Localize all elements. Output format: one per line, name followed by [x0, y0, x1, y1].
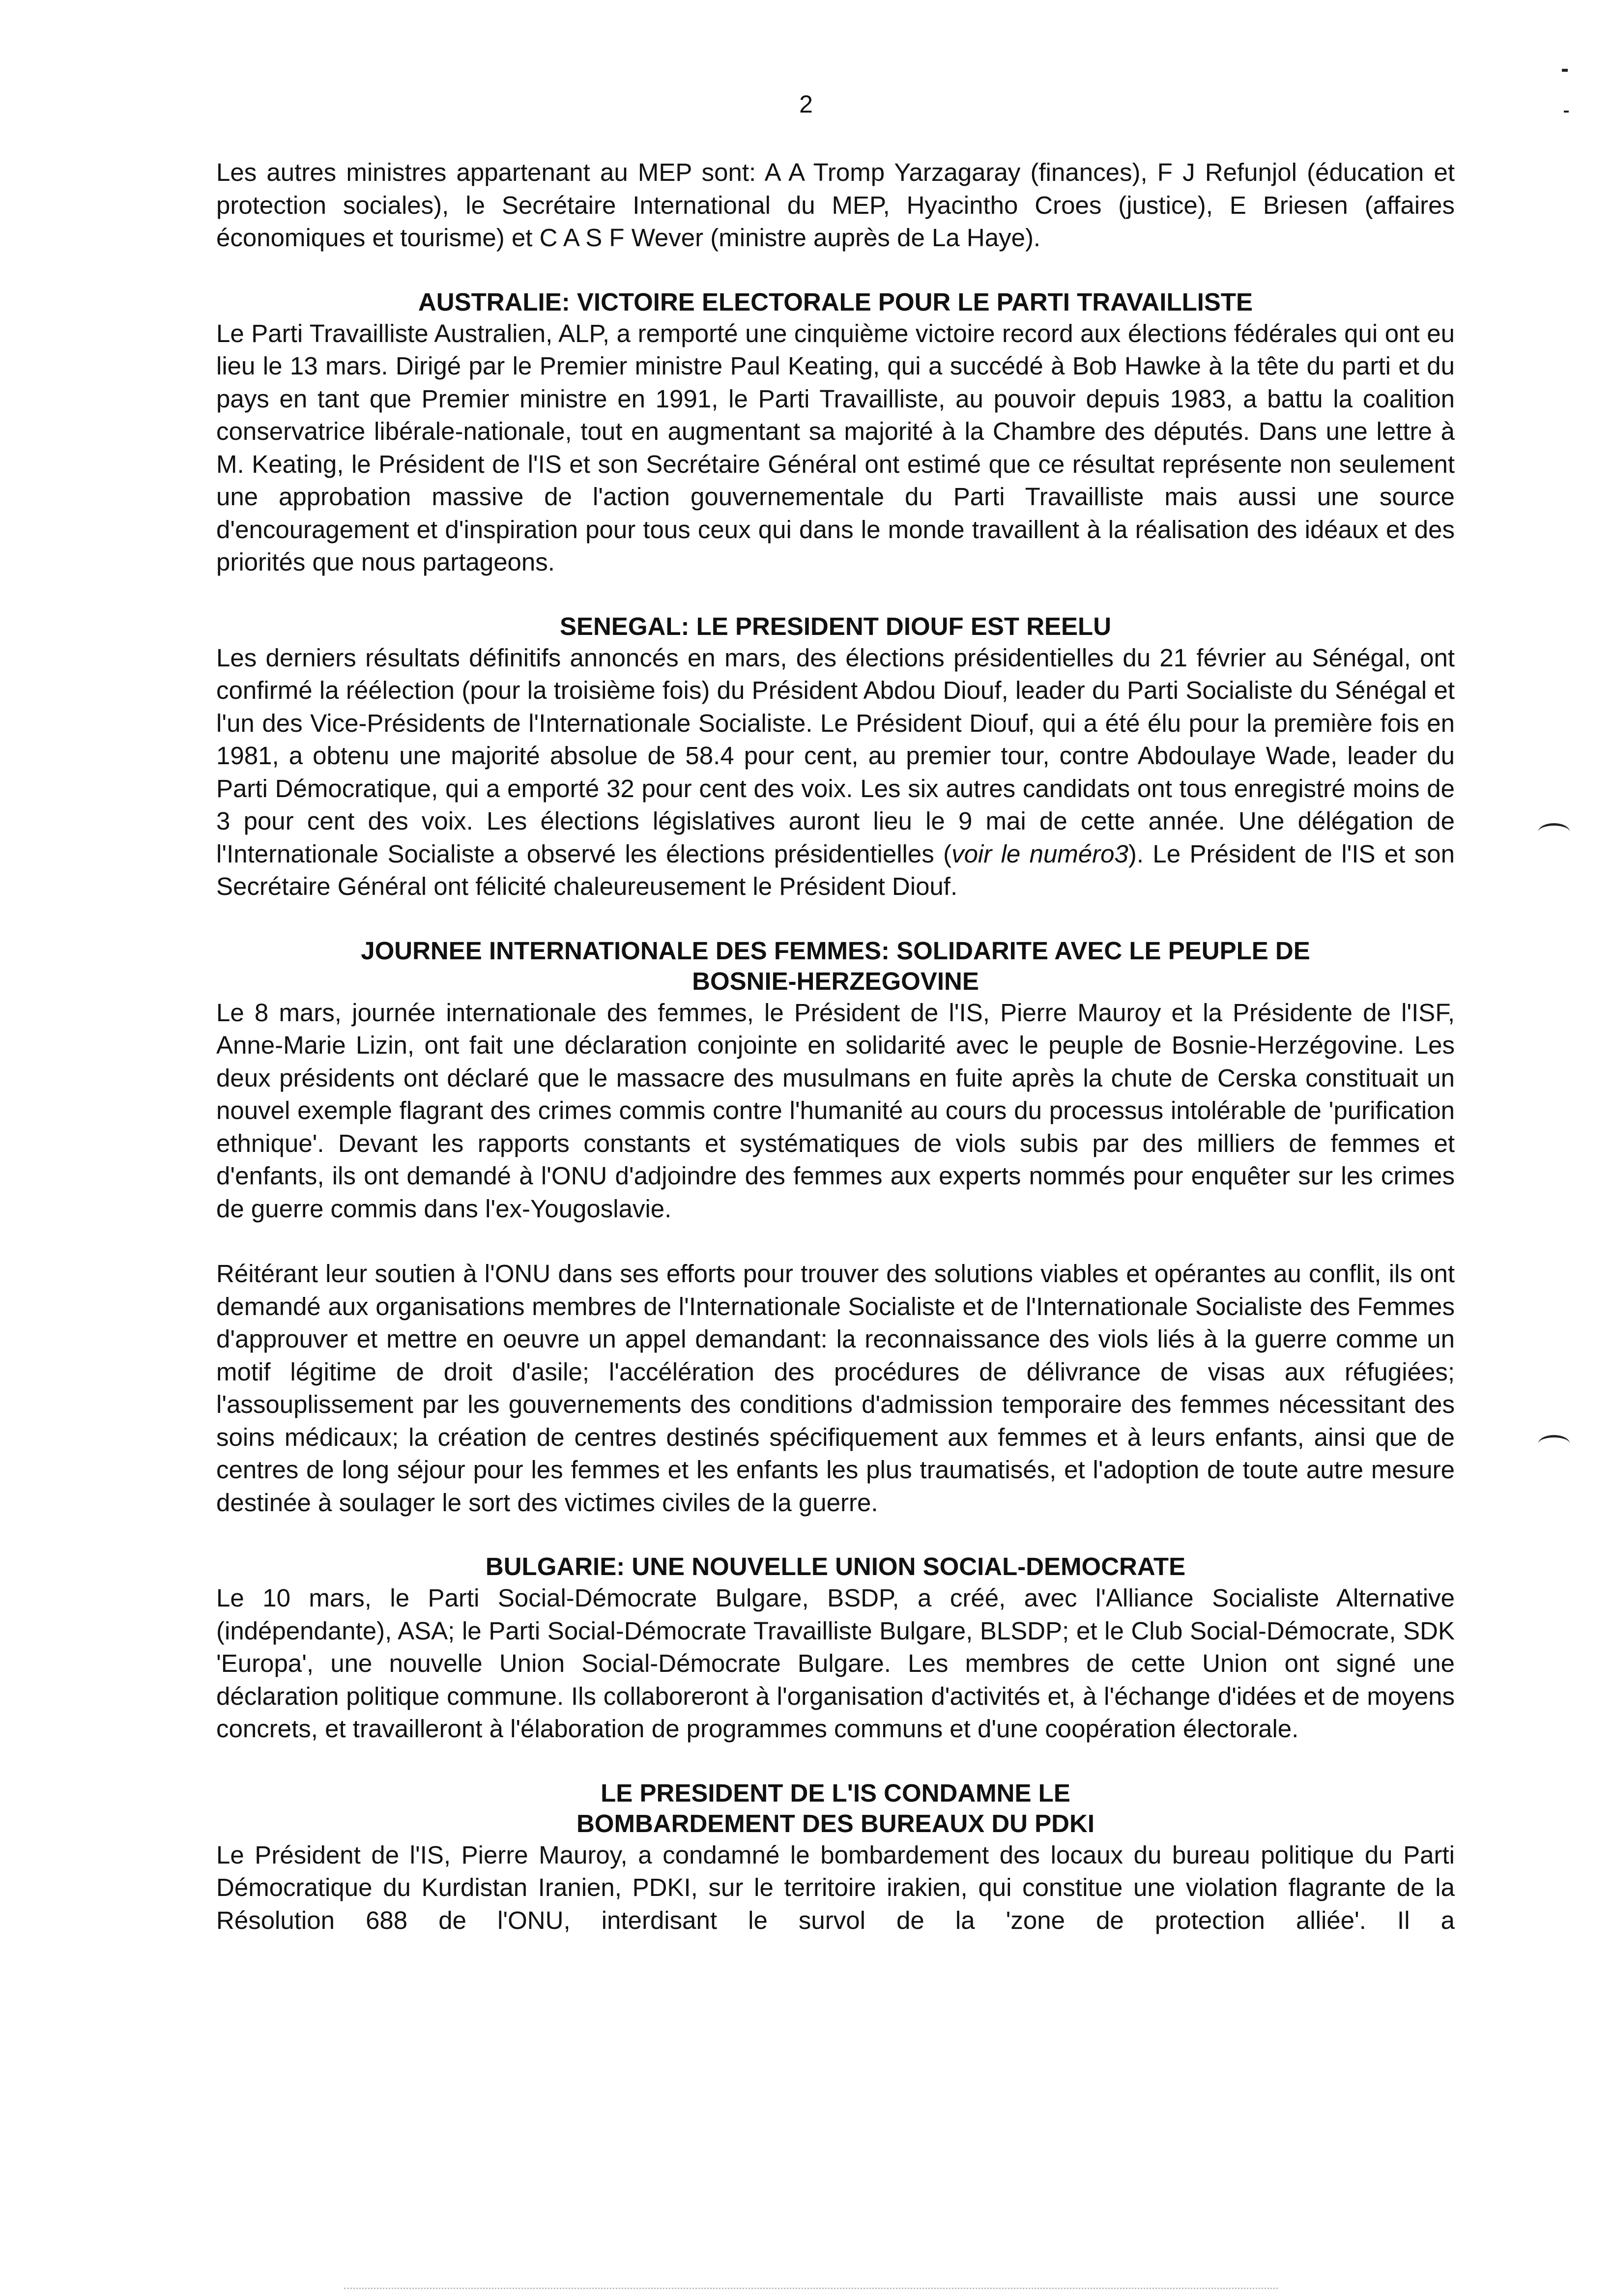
scan-mark-top-small	[1564, 111, 1569, 113]
section-paragraph: Le 8 mars, journée internationale des femmes, le Président de l'IS, Pierre Mauroy et la Présidente de l'ISF, Anne-Marie Lizin, ont fait une déclaration conjointe en solidarité avec le peuple de Bosnie-Herzégovine. Les deux présidents ont déclaré que le massacre des musulmans en fuite après la chute de Cerska constituait un nouvel exemple flagrant des crimes commis contre l'humanité au cours du processus intolérable de 'purification ethnique'. Devant les rapports constants et systématiques de viols subis par des milliers de femmes et d'enfants, ils ont demandé à l'ONU d'adjoindre des femmes aux experts nommés pour enquêter sur les crimes de guerre commis dans l'ex-Yougoslavie.	[216, 998, 1455, 1223]
section-heading: BULGARIE: UNE NOUVELLE UNION SOCIAL-DEMOCRATE	[485, 1552, 1186, 1580]
section-paragraph: Le Président de l'IS, Pierre Mauroy, a condamné le bombardement des locaux du bureau politique du Parti Démocratique du Kurdistan Iranien, PDKI, sur le territoire irakien, qui constitue une violation flagrante de la Résolution 688 de l'ONU, interdisant le survol de la 'zone de protection alliée'. Il a	[216, 1840, 1455, 1934]
section-paragraph: Les derniers résultats définitifs annoncés en mars, des élections présidentielles du 21 février au Sénégal, ont confirmé la réélection (pour la troisième fois) du Président Abdou Diouf, leader du Parti Socialiste du Sénégal et l'un des Vice-Présidents de l'Internationale Socialiste. Le Président Diouf, qui a été élu pour la première fois en 1981, a obtenu une majorité absolue de 58.4 pour cent, au premier tour, contre Abdoulaye Wade, leader du Parti Démocratique, qui a emporté 32 pour cent des voix. Les six autres candidats ont tous enregistré moins de 3 pour cent des voix. Les élections législatives auront lieu le 9 mai de cette année. Une délégation de l'Internationale Socialiste a observé les élections présidentielles (voir le numéro3). Le Président de l'IS et son Secrétaire Général ont félicité chaleureusement le Président Diouf.	[216, 643, 1455, 900]
page-bottom-edge	[344, 2288, 1278, 2289]
page-number: 2	[799, 90, 813, 118]
section-journee-femmes	[216, 936, 1455, 1520]
issue-reference: voir le numéro3	[951, 839, 1128, 868]
section-heading: LE PRESIDENT DE L'IS CONDAMNE LE BOMBARDEMENT DES BUREAUX DU PDKI	[576, 1779, 1095, 1837]
section-heading: SENEGAL: LE PRESIDENT DIOUF EST REELU	[559, 612, 1112, 640]
section-bulgarie	[216, 1551, 1455, 1746]
section-australie	[216, 287, 1455, 579]
section-heading: JOURNEE INTERNATIONALE DES FEMMES: SOLIDARITE AVEC LE PEUPLE DE BOSNIE-HERZEGOVINE	[361, 936, 1310, 995]
section-paragraph: Le Parti Travailliste Australien, ALP, a remporté une cinquième victoire record aux élections fédérales qui ont eu lieu le 13 mars. Dirigé par le Premier ministre Paul Keating, qui a succédé à Bob Hawke à la tête du parti et du pays en tant que Premier ministre en 1991, le Parti Travailliste, au pouvoir depuis 1983, a battu la coalition conservatrice libérale-nationale, tout en augmentant sa majorité à la Chambre des députés. Dans une lettre à M. Keating, le Président de l'IS et son Secrétaire Général ont estimé que ce résultat représente non seulement une approbation massive de l'action gouvernementale du Parti Travailliste mais aussi une source d'encouragement et d'inspiration pour tous ceux qui dans le monde travaillent à la réalisation des idéaux et des priorités que nous partageons.	[216, 319, 1455, 576]
section-pdki	[216, 1778, 1455, 1937]
document-body	[216, 156, 1455, 1937]
scan-mark-right-2	[1538, 1435, 1570, 1452]
scan-mark-right-1	[1538, 823, 1570, 840]
section-senegal	[216, 611, 1455, 903]
intro-paragraph: Les autres ministres appartenant au MEP sont: A A Tromp Yarzagaray (finances), F J Refunjol (éducation et protection sociales), le Secrétaire International du MEP, Hyacintho Croes (justice), E Briesen (affaires économiques et tourisme) et C A S F Wever (ministre auprès de La Haye).	[216, 158, 1455, 252]
section-heading: AUSTRALIE: VICTOIRE ELECTORALE POUR LE PARTI TRAVAILLISTE	[418, 287, 1253, 316]
section-paragraph: Réitérant leur soutien à l'ONU dans ses efforts pour trouver des solutions viables et opérantes au conflit, ils ont demandé aux organisations membres de l'Internationale Socialiste et de l'Internationale Socialiste des Femmes d'approuver et mettre en oeuvre un appel demandant: la reconnaissance des viols liés à la guerre comme un motif légitime de droit d'asile; l'accélération des procédures de délivrance de visas aux réfugiées; l'assouplissement par les gouvernements des conditions d'admission temporaire des femmes nécessitant des soins médicaux; la création de centres destinés spécifiquement aux femmes et à leurs enfants, ainsi que de centres de long séjour pour les femmes et les enfants les plus traumatisés, et l'adoption de toute autre mesure destinée à soulager le sort des victimes civiles de la guerre.	[216, 1260, 1455, 1517]
section-paragraph: Le 10 mars, le Parti Social-Démocrate Bulgare, BSDP, a créé, avec l'Alliance Socialiste Alternative (indépendante), ASA; le Parti Social-Démocrate Travailliste Bulgare, BLSDP; et le Club Social-Démocrate, SDK 'Europa', une nouvelle Union Social-Démocrate Bulgare. Les membres de cette Union ont signé une déclaration politique commune. Ils collaboreront à l'organisation d'activités et, à l'échange d'idées et de moyens concrets, et travailleront à l'élaboration de programmes communs et d'une coopération électorale.	[216, 1584, 1455, 1743]
scan-mark-top	[1562, 69, 1568, 72]
